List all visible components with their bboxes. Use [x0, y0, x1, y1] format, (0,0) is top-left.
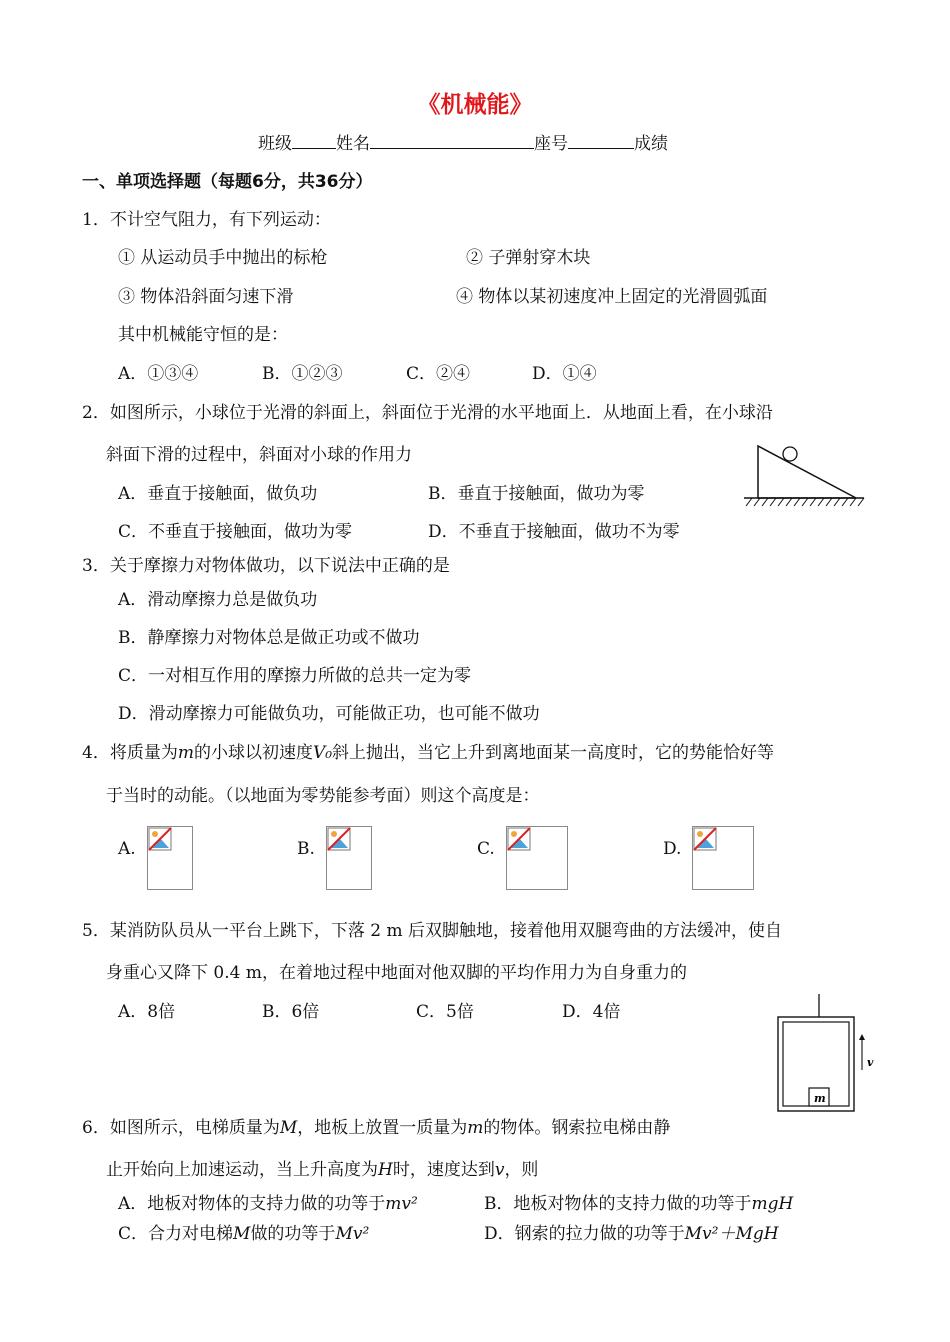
- name-label: 姓名: [336, 134, 370, 154]
- score-label: 成绩: [634, 134, 668, 154]
- student-info-line: [258, 129, 668, 154]
- q5-stem-line2: 身重心又降下 0.4 m，在着地过程中地面对他双脚的平均作用力为自身重力的: [106, 963, 687, 983]
- q3-option-d: D．滑动摩擦力可能做负功，可能做正功，也可能不做功: [118, 704, 540, 724]
- q4-option-a-broken-image-icon: [147, 826, 193, 890]
- q4-option-b-label: B.: [297, 839, 315, 859]
- incline-figure: [742, 440, 870, 512]
- q2-option-b: B．垂直于接触面，做功为零: [428, 484, 645, 504]
- q6-option-c-text-b: 做的功等于: [250, 1224, 336, 1244]
- velocity-arrow-head: [859, 1034, 865, 1040]
- q3-stem: 3．关于摩擦力对物体做功，以下说法中正确的是: [82, 556, 450, 576]
- q1-option-b: B．①②③: [262, 364, 343, 384]
- q6-option-a: [118, 1189, 418, 1214]
- q5-option-a: A．8倍: [118, 1002, 176, 1022]
- q6-text-d: 止开始向上加速运动，当上升高度为: [106, 1160, 378, 1180]
- q6-text-f: ，则: [504, 1160, 539, 1180]
- q6-option-d-text: D．钢索的拉力做的功等于: [484, 1224, 685, 1244]
- q4-text-c: 斜上抛出，当它上升到离地面某一高度时，它的势能恰好等: [332, 743, 775, 763]
- q6-text-b: ，地板上放置一质量为: [297, 1118, 468, 1138]
- q5-option-b: B．6倍: [262, 1002, 320, 1022]
- q4-stem-line2: 于当时的动能。（以地面为零势能参考面）则这个高度是：: [106, 786, 540, 806]
- q3-option-b: B．静摩擦力对物体总是做正功或不做功: [118, 628, 420, 648]
- q1-item-1: ① 从运动员手中抛出的标枪: [118, 248, 328, 268]
- ground-hatching: [746, 498, 864, 506]
- class-blank: [292, 132, 336, 149]
- q4-option-a-label: A.: [118, 839, 136, 859]
- q4-option-b-broken-image-icon: [326, 826, 372, 890]
- q4-var-m: m: [177, 743, 194, 763]
- q6-var-H: H: [378, 1160, 393, 1180]
- q5-option-d: D．4倍: [562, 1002, 621, 1022]
- q1-item-2: ② 子弹射穿木块: [466, 248, 591, 268]
- q1-stem: 1．不计空气阻力，有下列运动：: [82, 210, 331, 230]
- seat-label: 座号: [534, 134, 568, 154]
- q4-var-v0: V₀: [312, 743, 333, 763]
- q4-option-c-label: C.: [477, 839, 495, 859]
- q2-option-a: A．垂直于接触面，做负功: [118, 484, 318, 504]
- q1-question: 其中机械能守恒的是：: [118, 325, 288, 345]
- incline-triangle: [758, 446, 856, 498]
- velocity-label: v: [867, 1056, 874, 1069]
- q2-stem-line1: 2．如图所示，小球位于光滑的斜面上，斜面位于光滑的水平地面上．从地面上看，在小球沿: [82, 403, 773, 423]
- q6-var-M: M: [279, 1118, 298, 1138]
- q6-option-d: [484, 1219, 779, 1244]
- q3-option-c: C．一对相互作用的摩擦力所做的总共一定为零: [118, 666, 472, 686]
- q4-option-d-label: D.: [663, 839, 682, 859]
- page-title: 《机械能》: [417, 92, 533, 118]
- q6-option-b-expr: mgH: [751, 1194, 794, 1214]
- q5-stem-line1: 5．某消防队员从一平台上跳下，下落 2 m 后双脚触地，接着他用双腿弯曲的方法缓冲，使自: [82, 921, 782, 941]
- q4-text-a: 4．将质量为: [82, 743, 178, 763]
- q6-option-a-expr: mv²: [385, 1194, 418, 1214]
- q4-stem-line1: [82, 738, 774, 763]
- q2-option-c: C．不垂直于接触面，做功为零: [118, 522, 353, 542]
- q4-option-c-broken-image-icon: [506, 826, 568, 890]
- q6-option-c-expr: Mv²: [335, 1224, 370, 1244]
- ball: [783, 447, 797, 461]
- q6-option-c-text-a: C．合力对电梯: [118, 1224, 234, 1244]
- q3-option-a: A．滑动摩擦力总是做负功: [118, 590, 318, 610]
- mass-block-label: m: [814, 1092, 826, 1105]
- class-label: 班级: [258, 134, 292, 154]
- q1-item-4: ④ 物体以某初速度冲上固定的光滑圆弧面: [456, 287, 768, 307]
- seat-blank: [568, 132, 634, 149]
- q2-option-d: D．不垂直于接触面，做功不为零: [428, 522, 680, 542]
- q6-option-b-text: B．地板对物体的支持力做的功等于: [484, 1194, 752, 1214]
- q4-text-b: 的小球以初速度: [193, 743, 313, 763]
- q4-option-d-broken-image-icon: [692, 826, 754, 890]
- q2-stem-line2: 斜面下滑的过程中，斜面对小球的作用力: [106, 445, 412, 465]
- q6-text-a: 6．如图所示，电梯质量为: [82, 1118, 280, 1138]
- q5-option-c: C．5倍: [416, 1002, 474, 1022]
- q1-item-3: ③ 物体沿斜面匀速下滑: [118, 287, 294, 307]
- q6-text-c: 的物体。钢索拉电梯由静: [483, 1118, 671, 1138]
- q1-option-c: C．②④: [406, 364, 471, 384]
- q6-option-d-expr: Mv²＋MgH: [684, 1224, 779, 1244]
- elevator-figure: [770, 992, 882, 1116]
- name-blank: [370, 132, 534, 149]
- q6-text-e: 时，速度达到: [392, 1160, 495, 1180]
- q6-option-a-text: A．地板对物体的支持力做的功等于: [118, 1194, 386, 1214]
- q1-option-d: D．①④: [532, 364, 597, 384]
- q6-stem-line2: [106, 1155, 538, 1180]
- section-heading: 一、单项选择题（每题6分，共36分）: [82, 172, 373, 192]
- q6-stem-line1: [82, 1113, 670, 1138]
- q6-var-m: m: [467, 1118, 484, 1138]
- q6-option-c: [118, 1219, 369, 1244]
- q1-option-a: A．①③④: [118, 364, 199, 384]
- q6-var-v: v: [494, 1160, 505, 1180]
- q6-option-b: [484, 1189, 793, 1214]
- q6-option-c-var-M: M: [233, 1224, 251, 1244]
